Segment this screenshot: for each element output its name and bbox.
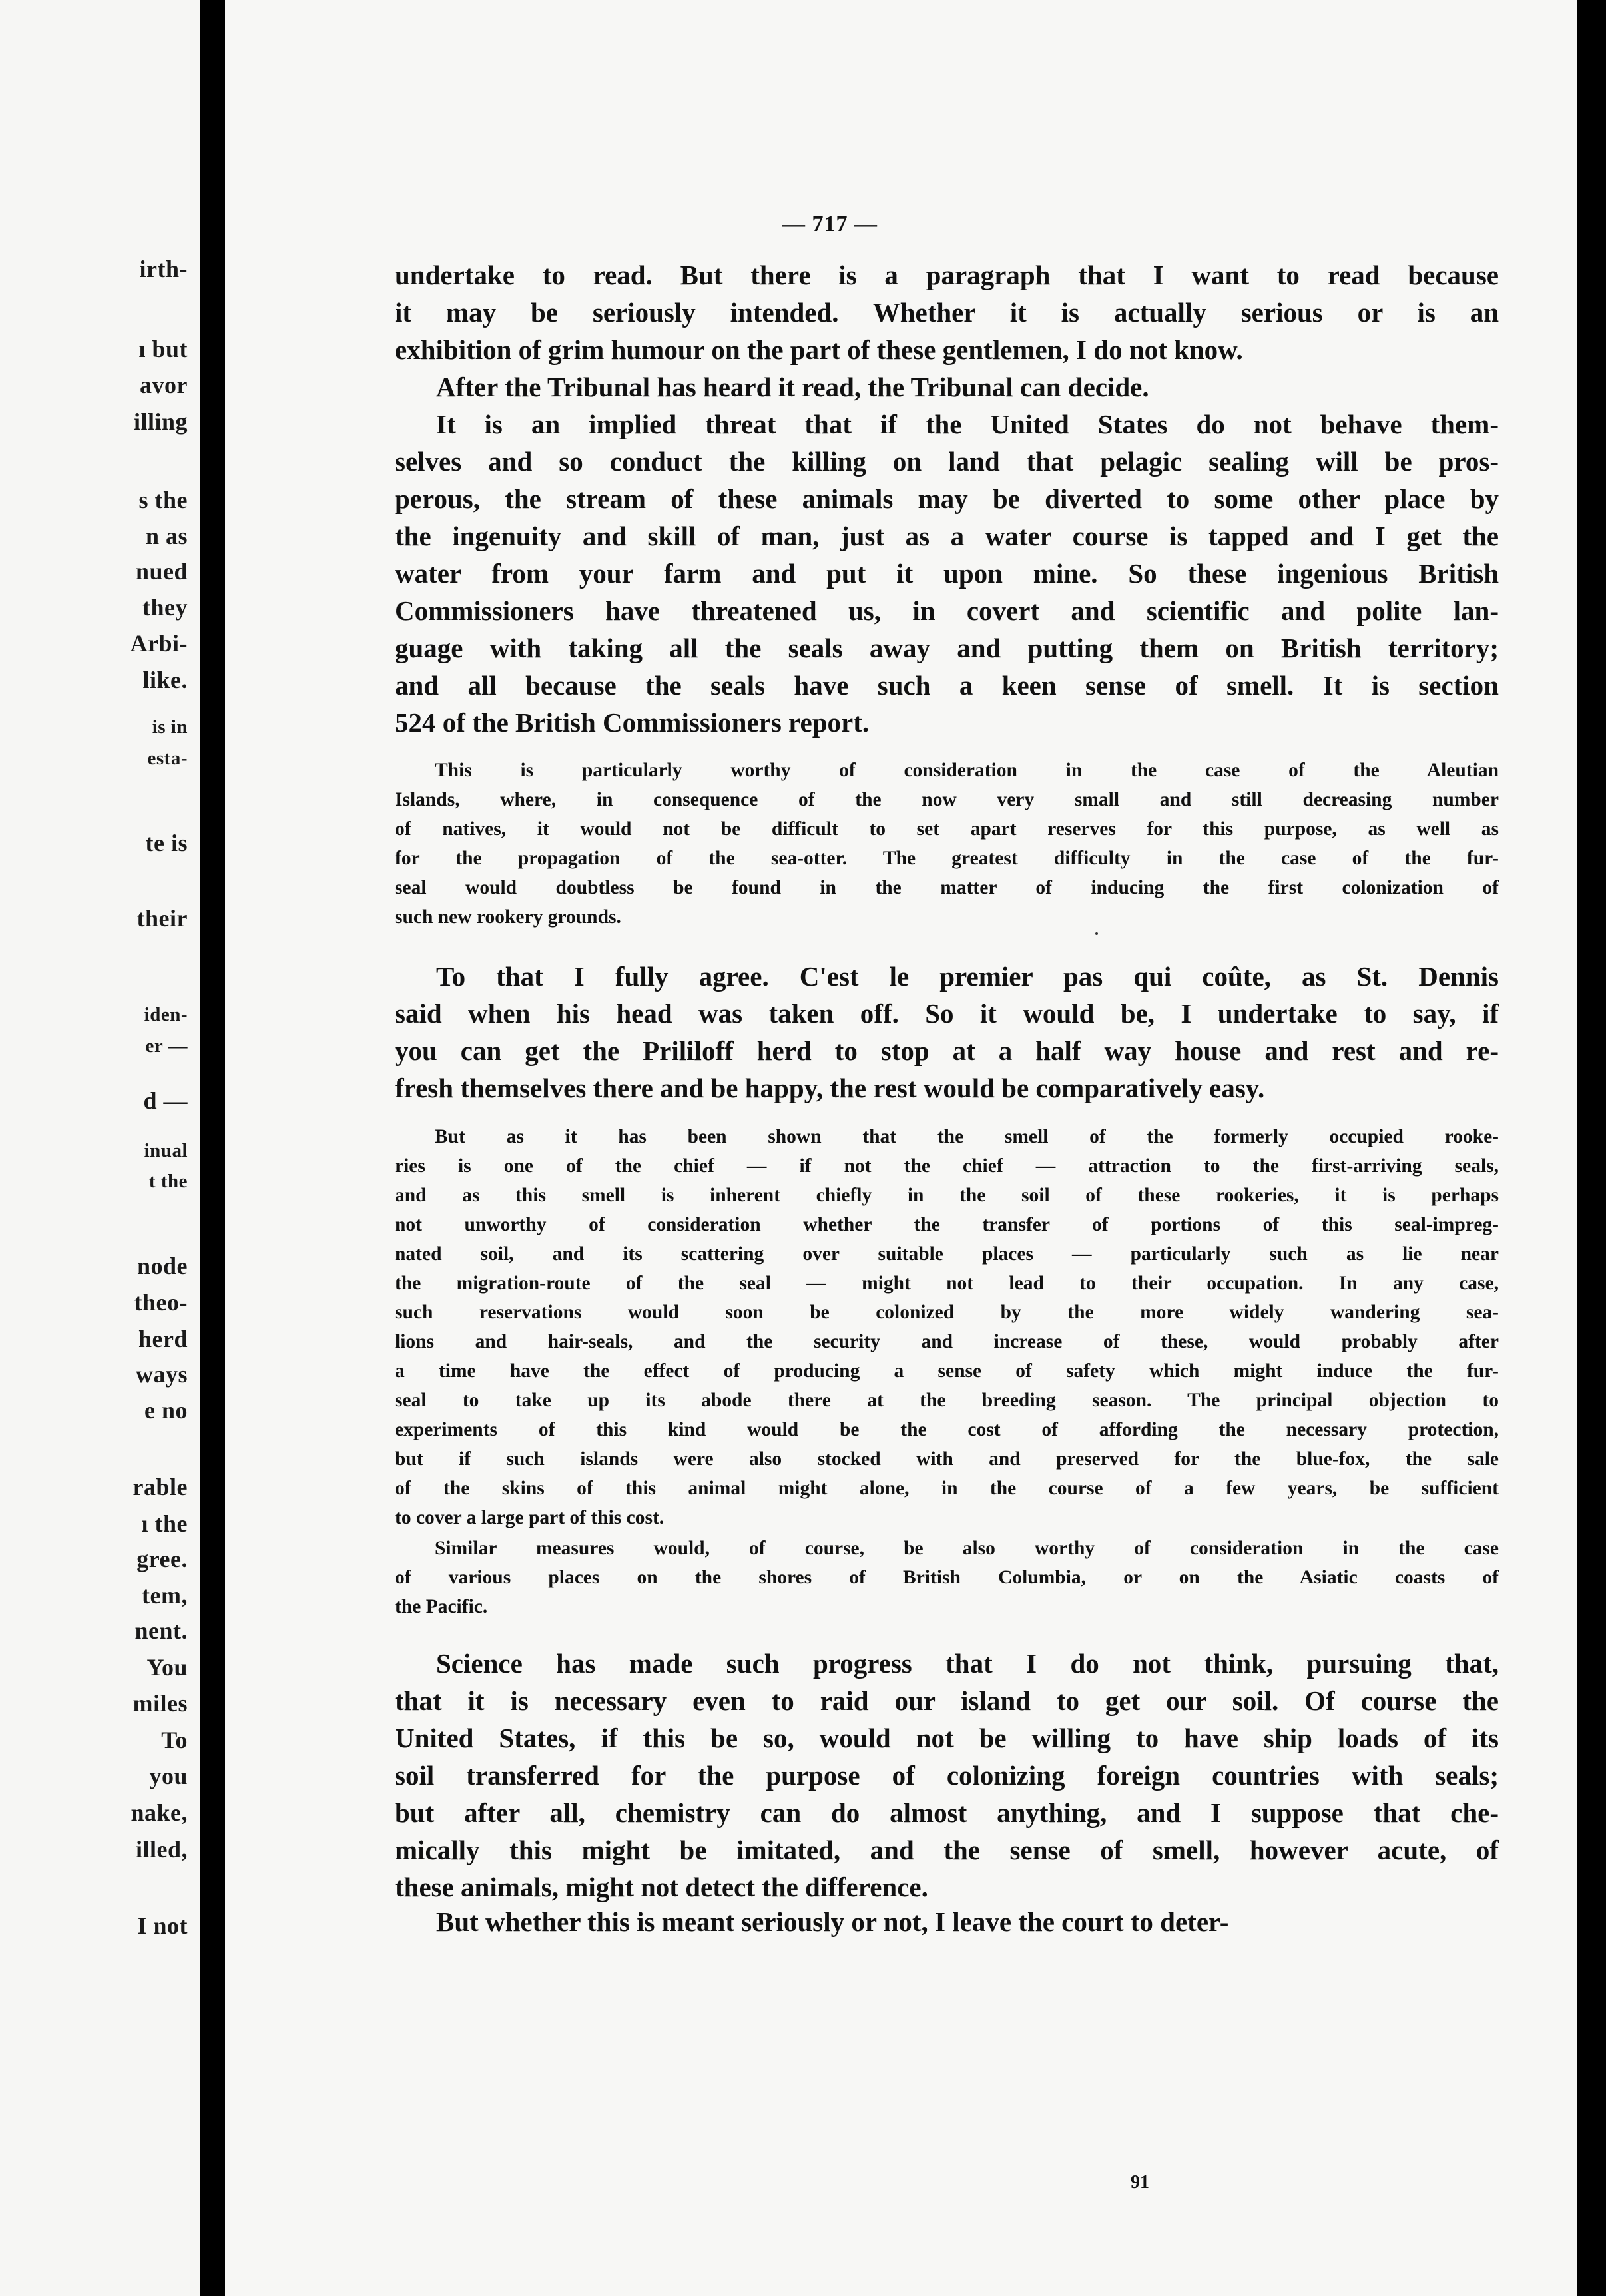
text-line: perous, the stream of these animals may be diverted to some other place by <box>395 483 1499 514</box>
left-page-text-fragment: ı but <box>138 336 188 362</box>
left-page-text-fragment: iden- <box>144 1004 188 1025</box>
text-line: and all because the seals have such a keen sense of smell. It is section <box>395 670 1499 701</box>
page-edge-shadow <box>1577 0 1591 2296</box>
text-line: Commissioners have threatened us, in covert and scientific and polite lan- <box>395 595 1499 626</box>
text-line: of natives, it would not be difficult to set apart reserves for this purpose, as well as <box>395 818 1499 840</box>
left-page-text-fragment: gree. <box>136 1546 188 1572</box>
body-paragraph <box>395 1903 1499 1940</box>
body-paragraph <box>395 406 1499 741</box>
quoted-passage <box>395 756 1499 932</box>
left-page-text-fragment: I not <box>137 1912 188 1939</box>
text-line: such new rookery grounds. <box>395 906 621 928</box>
left-page-text-fragment: theo- <box>134 1289 188 1316</box>
text-line: 524 of the British Commissioners report. <box>395 707 870 738</box>
text-line: nated soil, and its scattering over suitable places — particularly such as lie near <box>395 1243 1499 1265</box>
left-page-text-fragment: ı the <box>141 1510 188 1537</box>
text-line: soil transferred for the purpose of colonizing foreign countries with seals; <box>395 1760 1499 1791</box>
text-line: guage with taking all the seals away and putting them on British territory; <box>395 633 1499 663</box>
text-line: Science has made such progress that I do not think, pursuing that, <box>436 1648 1499 1679</box>
left-page-text-fragment: irth- <box>139 256 188 282</box>
left-page-text-fragment: esta- <box>147 748 188 769</box>
text-line: and as this smell is inherent chiefly in the soil of these rookeries, it is perhaps <box>395 1185 1499 1206</box>
body-paragraph <box>395 958 1499 1107</box>
text-line: but after all, chemistry can do almost anything, and I suppose that che- <box>395 1797 1499 1828</box>
quoted-passage <box>395 1122 1499 1532</box>
text-line: seal to take up its abode there at the breeding season. The principal objection to <box>395 1390 1499 1411</box>
text-line: mically this might be imitated, and the sense of smell, however acute, of <box>395 1835 1499 1865</box>
left-page-text-fragment: You <box>146 1654 188 1681</box>
left-page-text-fragment: their <box>136 905 188 932</box>
text-line: but if such islands were also stocked with and preserved for the blue-fox, the sale <box>395 1448 1499 1470</box>
left-page-text-fragment: tem, <box>142 1582 188 1609</box>
document-page <box>225 0 1591 2296</box>
text-line: ries is one of the chief — if not the chief — attraction to the first-arriving seals, <box>395 1155 1499 1177</box>
text-line: that it is necessary even to raid our island to get our soil. Of course the <box>395 1685 1499 1716</box>
left-page-text-fragment: e no <box>144 1397 188 1424</box>
text-line: water from your farm and put it upon mine. So these ingenious British <box>395 558 1499 589</box>
text-line: these animals, might not detect the difference. <box>395 1872 928 1902</box>
text-line: not unworthy of consideration whether the transfer of portions of this seal-impreg- <box>395 1214 1499 1235</box>
left-page-text-fragment: t the <box>148 1171 188 1192</box>
text-line: such reservations would soon be colonized by the more widely wandering sea- <box>395 1302 1499 1323</box>
left-page-text-fragment: is in <box>152 717 188 738</box>
text-line: experiments of this kind would be the cost of affording the necessary protection, <box>395 1419 1499 1440</box>
left-page-text-fragment: d — <box>143 1087 188 1114</box>
signature-mark: 91 <box>1131 2172 1149 2193</box>
text-line: the ingenuity and skill of man, just as a water course is tapped and I get the <box>395 521 1499 551</box>
left-page-text-fragment: rable <box>133 1474 188 1500</box>
text-line: Similar measures would, of course, be also worthy of consideration in the case <box>435 1538 1499 1559</box>
text-line: But as it has been shown that the smell of the formerly occupied rooke- <box>435 1126 1499 1147</box>
text-line: a time have the effect of producing a sense of safety which might induce the fur- <box>395 1360 1499 1382</box>
left-page-text-fragment: they <box>142 594 188 621</box>
left-page-text-fragment: nake, <box>131 1799 188 1826</box>
left-page-text-fragment: illing <box>133 408 188 435</box>
text-line: for the propagation of the sea-otter. The greatest difficulty in the case of the fur- <box>395 848 1499 869</box>
text-line: the Pacific. <box>395 1596 488 1617</box>
text-line: After the Tribunal has heard it read, the Tribunal can decide. <box>436 372 1149 402</box>
body-paragraph <box>395 1645 1499 1906</box>
body-paragraph <box>395 256 1499 368</box>
left-page-text-fragment: illed, <box>135 1836 188 1863</box>
text-line: selves and so conduct the killing on land that pelagic sealing will be pros- <box>395 446 1499 477</box>
left-page-text-fragment: you <box>149 1763 188 1789</box>
ink-dot <box>1095 932 1098 935</box>
left-page-text-fragment: herd <box>138 1326 188 1352</box>
text-line: fresh themselves there and be happy, the rest would be comparatively easy. <box>395 1073 1265 1103</box>
left-page-text-fragment: s the <box>138 487 188 513</box>
left-page-text-fragment: te is <box>145 830 188 856</box>
left-page-text-fragment: To <box>161 1727 188 1753</box>
text-line: said when his head was taken off. So it would be, I undertake to say, if <box>395 998 1499 1029</box>
text-line: Islands, where, in consequence of the now very small and still decreasing number <box>395 789 1499 810</box>
left-page-text-fragment: miles <box>133 1690 188 1717</box>
left-page-text-fragment: Arbi- <box>130 630 188 657</box>
body-paragraph <box>395 368 1499 406</box>
left-page-text-fragment: inual <box>144 1140 188 1161</box>
text-line: to cover a large part of this cost. <box>395 1507 665 1528</box>
left-page-text-fragment: nued <box>135 558 188 585</box>
text-line: exhibition of grim humour on the part of these gentlemen, I do not know. <box>395 334 1243 365</box>
left-page-text-fragment: n as <box>145 523 188 549</box>
text-line: It is an implied threat that if the United States do not behave them- <box>436 409 1499 439</box>
page-number: — 717 — <box>782 212 878 236</box>
left-page-text-fragment: node <box>136 1253 188 1279</box>
left-page-fragment <box>0 0 200 2296</box>
text-line: of the skins of this animal might alone, in the course of a few years, be sufficient <box>395 1478 1499 1499</box>
text-line: undertake to read. But there is a paragraph that I want to read because <box>395 260 1499 290</box>
page-gutter <box>200 0 225 2296</box>
left-page-text-fragment: like. <box>142 667 188 693</box>
text-line: it may be seriously intended. Whether it is actually serious or is an <box>395 297 1499 328</box>
text-line: To that I fully agree. C'est le premier pas qui coûte, as St. Dennis <box>436 961 1499 992</box>
text-line: of various places on the shores of British Columbia, or on the Asiatic coasts of <box>395 1567 1499 1588</box>
left-page-text-fragment: er — <box>145 1035 188 1057</box>
quoted-passage <box>395 1534 1499 1621</box>
left-page-text-fragment: avor <box>140 372 188 398</box>
text-line: the migration-route of the seal — might not lead to their occupation. In any case, <box>395 1273 1499 1294</box>
text-line: United States, if this be so, would not be willing to have ship loads of its <box>395 1723 1499 1753</box>
left-page-text-fragment: ways <box>135 1361 188 1388</box>
text-line: lions and hair-seals, and the security and increase of these, would probably after <box>395 1331 1499 1352</box>
text-line: But whether this is meant seriously or not, I leave the court to deter- <box>436 1906 1229 1937</box>
text-line: you can get the Prililoff herd to stop at a half way house and rest and re- <box>395 1035 1499 1066</box>
text-line: seal would doubtless be found in the matter of inducing the first colonization of <box>395 877 1499 898</box>
text-line: This is particularly worthy of consideration in the case of the Aleutian <box>435 760 1499 781</box>
left-page-text-fragment: nent. <box>134 1617 188 1644</box>
